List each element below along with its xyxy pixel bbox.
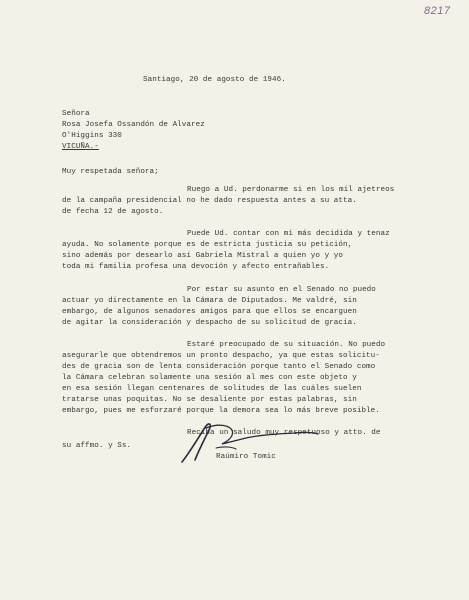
- paragraph-line: Puede Ud. contar con mi más decidida y tenaz: [187, 230, 390, 238]
- paragraph-line: embargo, pues me esforzaré porque la demora sea lo más breve posible.: [62, 407, 380, 415]
- paragraph-line: Reciba un saludo muy respetuoso y atto. de: [187, 429, 381, 437]
- recipient-title: Señora: [62, 110, 90, 118]
- paragraph-line: ayuda. No solamente porque es de estricta justicia su petición,: [62, 241, 353, 249]
- paragraph-line: tratarse unas poquitas. No se desaliente por estas palabras, sin: [62, 396, 357, 404]
- paragraph-line: de fecha 12 de agosto.: [62, 208, 164, 216]
- paragraph-line: la Cámara celebran solamente una sesión al mes con este objeto y: [62, 374, 357, 382]
- paragraph-line: des de gracia son de lenta consideración porque tanto el Senado como: [62, 363, 376, 371]
- paragraph-line: de agitar la consideración y despacho de su solicitud de gracia.: [62, 319, 357, 327]
- signatory-name: Raúmiro Tomic: [216, 453, 276, 461]
- archive-number: 8217: [424, 5, 451, 17]
- recipient-city: VICUÑA.-: [62, 143, 99, 151]
- greeting: Muy respetada señora;: [62, 168, 159, 176]
- paragraph-line: asegurarle que obtendremos un pronto despacho, ya que estas solicitu-: [62, 352, 380, 360]
- paragraph-line: Estaré preocupado de su situación. No puedo: [187, 341, 386, 349]
- paragraph-line: Por estar su asunto en el Senado no puedo: [187, 286, 376, 294]
- recipient-street: O'Higgins 330: [62, 132, 122, 140]
- paragraph-line: de la campaña presidencial no he dado respuesta antes a su atta.: [62, 197, 357, 205]
- paragraph-line: actuar yo directamente en la Cámara de Diputados. Me valdré, sin: [62, 297, 357, 305]
- paragraph-line: toda mi familia profesa una devoción y afecto entrañables.: [62, 263, 330, 271]
- date-line: Santiago, 20 de agosto de 1946.: [143, 76, 286, 84]
- paragraph-line: en esa sesión llegan centenares de solitudes de las cuáles suelen: [62, 385, 362, 393]
- closing: su affmo. y Ss.: [62, 442, 132, 450]
- recipient-name: Rosa Josefa Ossandón de Alvarez: [62, 121, 205, 129]
- paragraph-line: sino además por desearlo así Gabriela Mistral a quien yo y yo: [62, 252, 344, 260]
- paragraph-line: embargo, de algunos senadores amigos para que ellos se encarguen: [62, 308, 357, 316]
- paragraph-line: Ruego a Ud. perdonarme si en los mil ajetreos: [187, 186, 395, 194]
